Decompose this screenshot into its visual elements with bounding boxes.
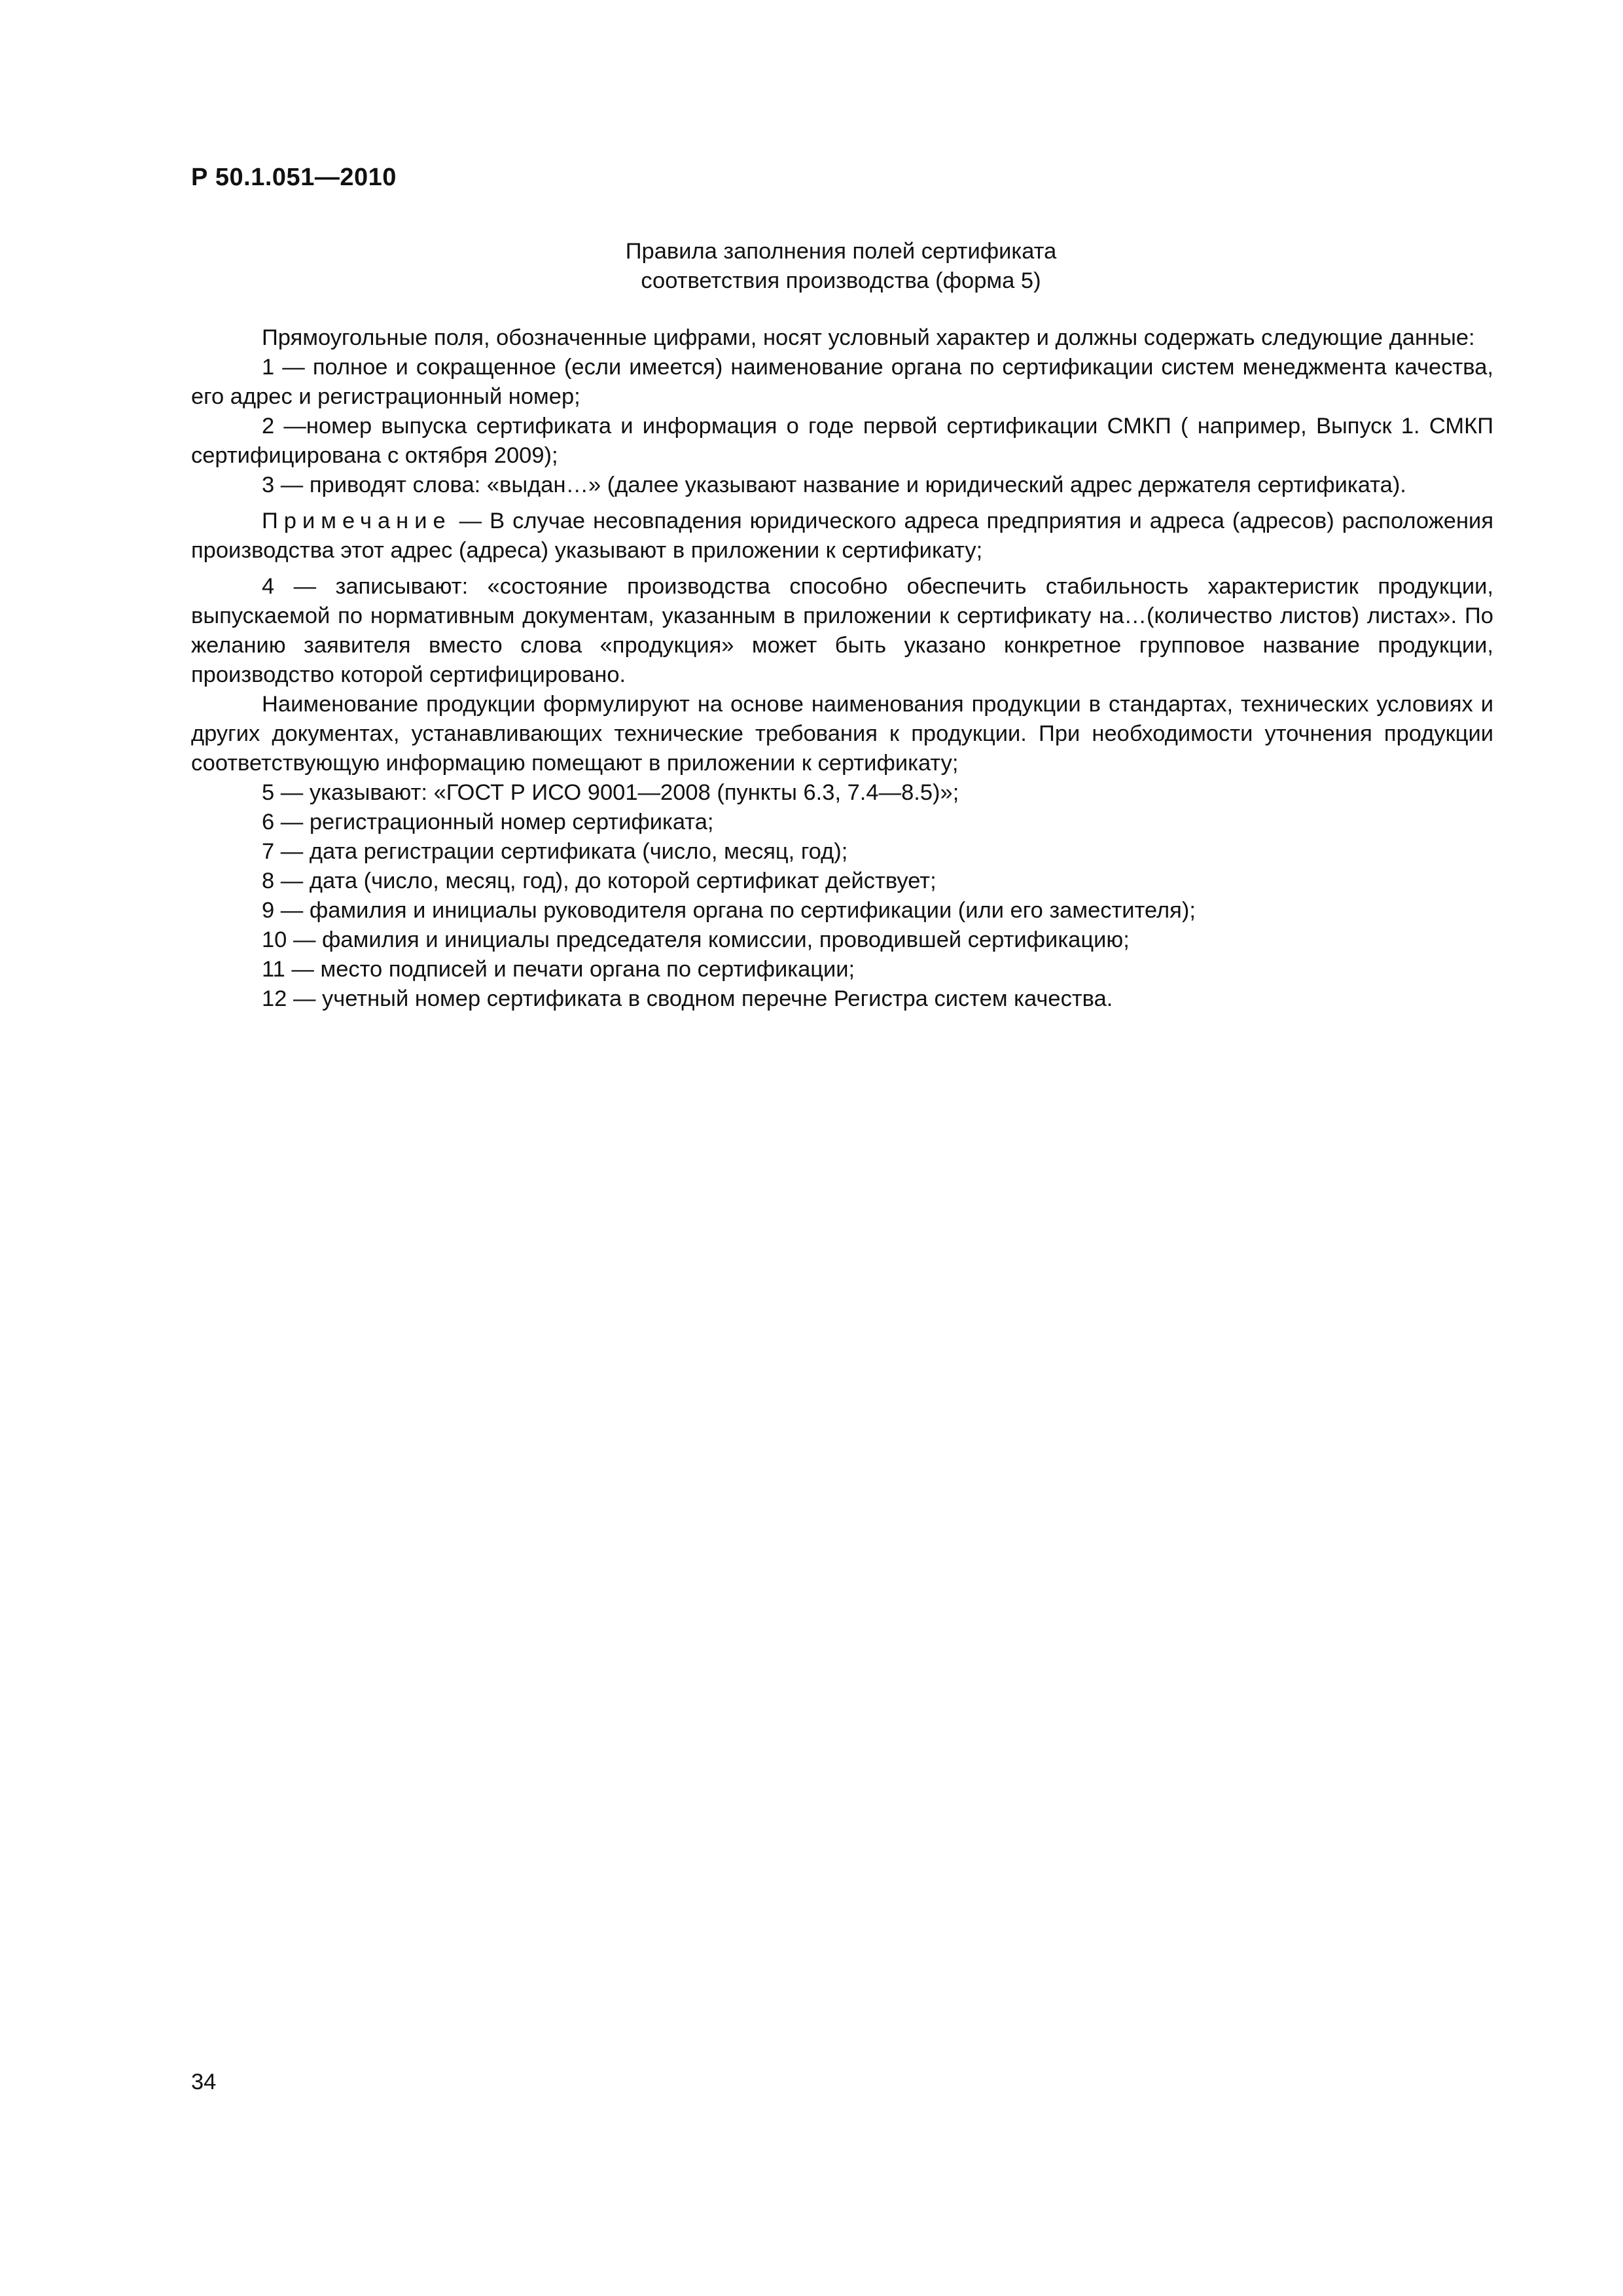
page-number: 34 bbox=[191, 2070, 217, 2094]
paragraph-field-10: 10 — фамилия и инициалы председателя комиссии, проводившей сертификацию; bbox=[262, 927, 1130, 952]
paragraph-field-3: 3 — приводят слова: «выдан…» (далее указывают название и юридический адрес держателя сертификата). bbox=[262, 473, 1406, 497]
document-code: Р 50.1.051—2010 bbox=[191, 164, 397, 191]
section-title bbox=[191, 237, 1491, 296]
paragraph-field-4: 4 — записывают: «состояние производства способно обеспечить стабильность характеристик продукции, выпускаемой по нормативным документам, указанным в приложении к сертификату на…(количество листов) листах». По желанию заявителя вместо слова «продукция» может быть указано конкретное групповое название продукции, производство которой сертифицировано. bbox=[191, 574, 1493, 687]
paragraph-field-11: 11 — место подписей и печати органа по сертификации; bbox=[262, 957, 855, 982]
paragraph-intro: Прямоугольные поля, обозначенные цифрами, носят условный характер и должны содержать следующие данные: bbox=[262, 325, 1475, 350]
paragraph-field-5: 5 — указывают: «ГОСТ Р ИСО 9001—2008 (пункты 6.3, 7.4—8.5)»; bbox=[262, 780, 959, 805]
note-paragraph bbox=[191, 507, 1493, 565]
section-title-line-2: соответствия производства (форма 5) bbox=[641, 268, 1041, 293]
paragraph-field-1: 1 — полное и сокращенное (если имеется) наименование органа по сертификации систем менеджмента качества, его адрес и регистрационный номер; bbox=[191, 355, 1493, 409]
paragraph-field-6: 6 — регистрационный номер сертификата; bbox=[262, 810, 714, 834]
note-text: — В случае несовпадения юридического адреса предприятия и адреса (адресов) расположения производства этот адрес (адреса) указывают в приложении к сертификату; bbox=[191, 509, 1493, 563]
paragraph-field-9: 9 — фамилия и инициалы руководителя органа по сертификации (или его заместителя); bbox=[262, 898, 1196, 923]
paragraph-field-2: 2 —номер выпуска сертификата и информация о годе первой сертификации СМКП ( например, Выпуск 1. СМКП сертифицирована с октября 2009); bbox=[191, 414, 1493, 468]
note-label: Примечание bbox=[262, 509, 452, 533]
paragraph-field-8: 8 — дата (число, месяц, год), до которой сертификат действует; bbox=[262, 869, 936, 893]
section-title-line-1: Правила заполнения полей сертификата bbox=[625, 239, 1057, 264]
paragraph-field-12: 12 — учетный номер сертификата в сводном перечне Регистра систем качества. bbox=[262, 986, 1113, 1011]
paragraph-field-7: 7 — дата регистрации сертификата (число, месяц, год); bbox=[262, 839, 848, 864]
paragraph-product-name: Наименование продукции формулируют на основе наименования продукции в стандартах, технических условиях и других документах, устанавливающих технические требования к продукции. При необходимости уточнения продукции соответствующую информацию помещают в приложении к сертификату; bbox=[191, 692, 1493, 776]
document-body bbox=[191, 323, 1493, 1014]
